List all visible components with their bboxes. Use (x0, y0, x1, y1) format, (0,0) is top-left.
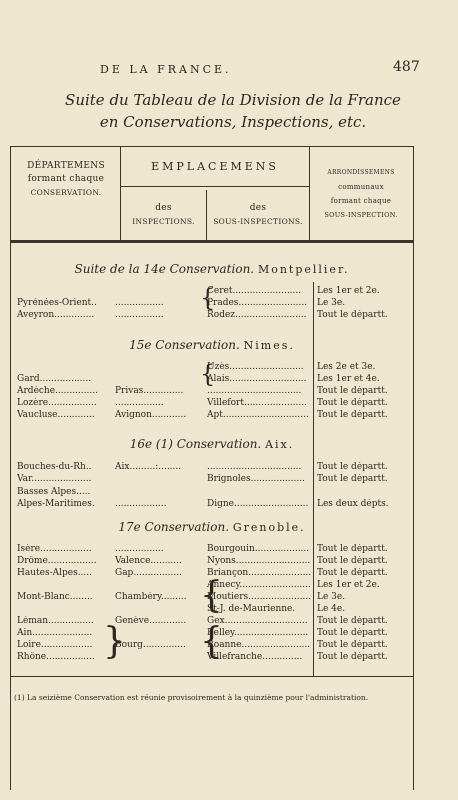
cell: Avignon............ (115, 410, 187, 420)
cell: Chambéry......... (115, 592, 187, 602)
table-row (11, 499, 413, 511)
cell: Les 1er et 2e. (317, 286, 380, 296)
section-title-text: 16e (1) Conservation. (129, 437, 262, 451)
header-text: formant chaque (27, 174, 105, 184)
table-top-rule (11, 146, 413, 147)
cell: Briançon...................... (207, 568, 312, 578)
cell: Tout le départt. (317, 652, 388, 662)
cell: Tout le départt. (317, 628, 388, 638)
brace-icon: { (200, 575, 223, 616)
header-text: des (155, 203, 172, 213)
suite-title (18, 89, 448, 133)
brace-icon: { (200, 621, 223, 662)
section-title (11, 338, 413, 352)
cell: ................................. (207, 462, 302, 472)
cell: Villefranche.............. (207, 652, 303, 662)
section-title (11, 262, 413, 276)
cell: Gard.................. (17, 374, 92, 384)
cell: Les 1er et 4e. (317, 374, 380, 384)
cell: Basses Alpes..... (17, 487, 91, 497)
cell: Annecy......................... (207, 580, 311, 590)
section-title-text: Suite de la 14e Conservation. (74, 262, 255, 276)
cell: Tout le départt. (317, 640, 388, 650)
header-bottom-rule (11, 240, 413, 243)
section-city: Aix. (265, 438, 295, 451)
section-city: Montpellier. (257, 263, 350, 276)
cell: ................. (115, 310, 164, 320)
cell: Uzès.......................... (207, 362, 304, 372)
table-row (11, 410, 413, 422)
cell: Tout le départt. (317, 556, 388, 566)
cell: Vaucluse............. (17, 410, 95, 420)
suite-title-line-1: Suite du Tableau de la Division de la France (65, 91, 401, 109)
table-row (11, 487, 413, 499)
col-arrondissemens-header (311, 166, 411, 222)
cell: Rhône................. (17, 652, 95, 662)
header-text: communaux (338, 183, 384, 191)
cell: Le 3e. (317, 298, 346, 308)
brace-icon: } (103, 621, 126, 662)
cell: Léman................ (17, 616, 94, 626)
cell: Les 2e et 3e. (317, 362, 376, 372)
header-text: CONSERVATION. (30, 188, 102, 197)
cell: Ceret........................ (207, 286, 302, 296)
cell: Gap................. (115, 568, 182, 578)
table-row (11, 462, 413, 474)
suite-title-line-2: en Conservations, Inspections, etc. (99, 113, 367, 131)
cell: Aveyron.............. (17, 310, 95, 320)
cell: Tout le départt. (317, 398, 388, 408)
col-departemens-header (13, 160, 119, 199)
section-city: Grenoble. (232, 521, 306, 534)
cell: Privas.............. (115, 386, 184, 396)
header-text: DÉPARTEMENS (27, 161, 105, 171)
cell: Loire.................. (17, 640, 93, 650)
cell: ................. (115, 544, 164, 554)
section-title-text: 15e Conservation. (129, 338, 240, 352)
col-sous-inspections-header (207, 202, 309, 228)
header-text: INSPECTIONS. (132, 217, 195, 226)
header-divider-2 (309, 146, 310, 240)
section-title (11, 520, 413, 534)
cell: Bourgouin................... (207, 544, 310, 554)
cell: Nyons.......................... (207, 556, 311, 566)
header-text: formant chaque (330, 197, 392, 205)
cell: Les 1er et 2e. (317, 580, 380, 590)
cell: Tout le départt. (317, 544, 388, 554)
cell: Pyrénées-Orient.. (17, 298, 97, 308)
cell: Ardèche............... (17, 386, 98, 396)
cell: Ain..................... (17, 628, 93, 638)
cell: Apt.............................. (207, 410, 309, 420)
cell: Aix.........:........ (115, 462, 182, 472)
table-bottom-rule (11, 676, 413, 677)
cell: ................. (115, 398, 164, 408)
table-row (11, 474, 413, 486)
cell: .................. (115, 499, 167, 509)
cell: Mont-Blanc........ (17, 592, 93, 602)
cell: Tout le départt. (317, 462, 388, 472)
cell: St-J. de-Maurienne. (207, 604, 296, 614)
table-row (11, 556, 413, 568)
running-title: DE LA FRANCE. (100, 63, 232, 76)
cell: Prades........................ (207, 298, 308, 308)
header-text: des (249, 203, 267, 213)
cell: Isère.................. (17, 544, 92, 554)
cell: Valence........... (115, 556, 182, 566)
cell: Les deux dépts. (317, 499, 389, 509)
cell: Tout le départt. (317, 310, 388, 320)
cell: Tout le départt. (317, 410, 388, 420)
cell: Brignoles................... (207, 474, 305, 484)
cell: Genève............. (115, 616, 187, 626)
cell: Tout le départt. (317, 568, 388, 578)
cell: Drôme................. (17, 556, 97, 566)
cell: Tout le départt. (317, 474, 388, 484)
cell: Alais........................... (207, 374, 307, 384)
table-row (11, 398, 413, 410)
footnote: (1) La seizième Conservation est réunie provisoirement à la quinzième pour l'administration. (14, 693, 369, 702)
cell: Tout le départt. (317, 386, 388, 396)
cell: Bouches-du-Rh.. (17, 462, 92, 472)
section-title (11, 437, 413, 451)
cell: Le 4e. (317, 604, 346, 614)
running-header (0, 59, 458, 81)
cell: Gex............................. (207, 616, 308, 626)
header-text: SOUS-INSPECTION. (324, 211, 398, 219)
cell: Belley.......................... (207, 628, 309, 638)
brace-icon: { (200, 284, 216, 312)
cell: Hautes-Alpes..... (17, 568, 93, 578)
section-city: Nimes. (243, 339, 295, 352)
cell: Rodez......................... (207, 310, 307, 320)
section-title-text: 17e Conservation. (118, 520, 230, 534)
col-inspections-header (121, 202, 206, 228)
cell: Var..................... (17, 474, 92, 484)
cell: Lozère................. (17, 398, 97, 408)
header-text: ARRONDISSEMENS (327, 169, 395, 176)
table-row (11, 544, 413, 556)
cell: Alpes-Maritimes. (17, 499, 95, 509)
header-text: SOUS-INSPECTIONS. (213, 217, 303, 226)
cell: Le 3e. (317, 592, 346, 602)
cell: Tout le départt. (317, 616, 388, 626)
cell: Roanne........................ (207, 640, 311, 650)
emplacemens-header: EMPLACEMENS (151, 160, 279, 173)
cell: ................. (115, 298, 164, 308)
page-number: 487 (393, 59, 420, 75)
cell: ................................. (207, 386, 302, 396)
emplacemens-rule (121, 186, 309, 187)
cell: Bourg............... (115, 640, 186, 650)
cell: Digne.......................... (207, 499, 309, 509)
cell: Villefort...................... (207, 398, 307, 408)
brace-icon: { (200, 360, 216, 388)
cell: Moutiers...................... (207, 592, 312, 602)
